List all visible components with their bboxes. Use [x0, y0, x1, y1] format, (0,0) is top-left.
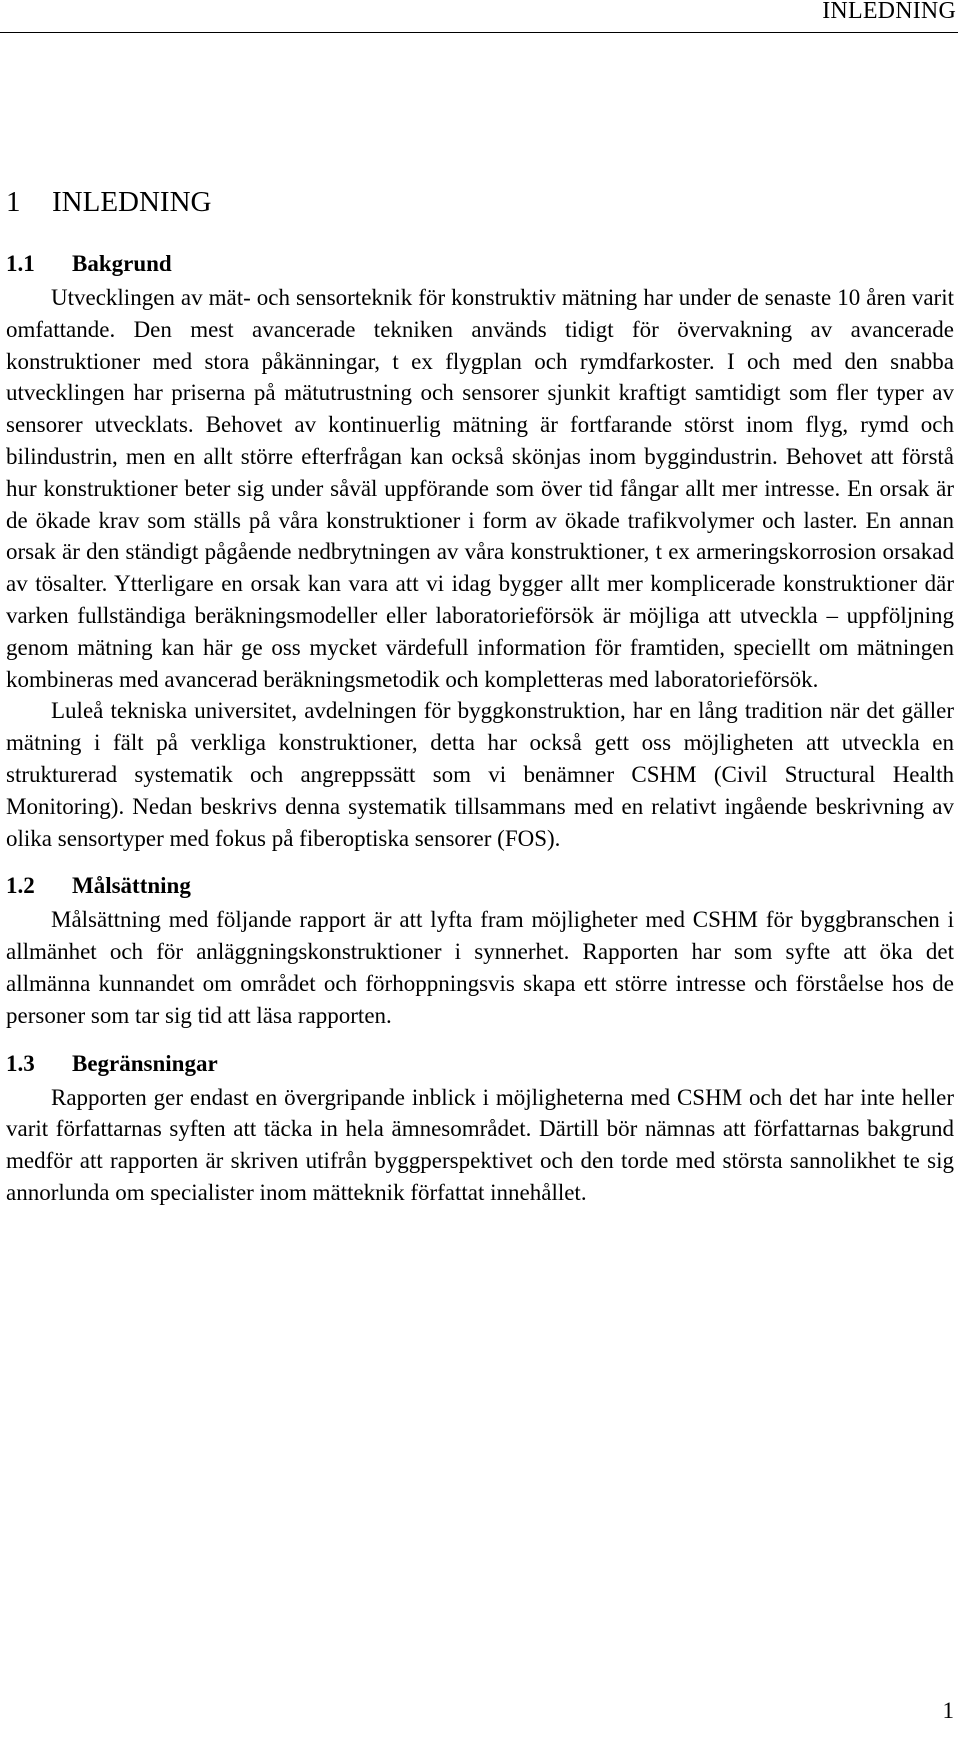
running-head: INLEDNING: [822, 0, 956, 24]
document-body: [6, 180, 954, 1225]
section-heading: [6, 870, 954, 902]
paragraph: Målsättning med följande rapport är att lyfta fram möjligheter med CSHM för byggbranschen i allmänhet och för anläggningskonstruktioner i synnerhet. Rapporten har som syfte att öka det allmänna kunnandet om området och förhoppningsvis skapa ett större intresse och förståelse hos de personer som tar sig tid att läsa rapporten.: [6, 907, 954, 1028]
section-heading: [6, 248, 954, 280]
paragraph: Rapporten ger endast en övergripande inblick i möjligheterna med CSHM och det har inte heller varit författarnas syften att täcka in hela ämnesområdet. Därtill bör nämnas att författarnas bakgrund medför att rapporten är skriven utifrån byggperspektivet och den torde med största sannolikhet te sig annorlunda om specialister inom mätteknik författat innehållet.: [6, 1084, 954, 1205]
section-title: Bakgrund: [72, 251, 172, 276]
chapter-title: INLEDNING: [52, 186, 212, 218]
chapter-number: 1: [6, 186, 21, 218]
page-number: 1: [942, 1698, 954, 1723]
section-heading: [6, 1048, 954, 1080]
section-title: Målsättning: [72, 873, 191, 899]
section-number: 1.1: [6, 251, 35, 276]
chapter-heading: [6, 180, 954, 224]
section-bakgrund: [6, 248, 954, 854]
section-title: Begränsningar: [72, 1050, 218, 1076]
section-malsattning: [6, 870, 954, 1031]
paragraph: Utvecklingen av mät- och sensorteknik för konstruktiv mätning har under de senaste 10 åren varit omfattande. Den mest avancerade tekniken används tidigt för övervakning av avancerade konstruktioner med stora påkänningar, t ex flygplan och rymdfarkoster. I och med den snabba utvecklingen har priserna på mätutrustning och sensorer sjunkit kraftigt samtidigt som fler typer av sensorer utvecklats. Behovet av kontinuerlig mätning är fortfarande störst inom flyg, rymd och bilindustrin, men en allt större efterfrågan kan också skönjas inom byggindustrin. Behovet att förstå hur konstruktioner beter sig under såväl uppförande som över tid fångar allt mer intresse. En orsak är de ökade krav som ställs på våra konstruktioner i form av ökade trafikvolymer och laster. En annan orsak är den ständigt pågående nedbrytningen av våra konstruktioner, t ex armeringskorrosion orsakad av tösalter. Ytterligare en orsak kan vara att vi idag bygger allt mer komplicerade konstruktioner där varken fullständiga beräkningsmodeller eller laboratorieförsök är möjliga att utveckla – uppföljning genom mätning kan här ge oss mycket värdefull information för framtiden, speciellt om mätningen kombineras med avancerad beräkningsmetodik och kompletteras med laboratorieförsök.: [6, 285, 954, 692]
page-header: [0, 0, 958, 33]
paragraph: Luleå tekniska universitet, avdelningen för byggkonstruktion, har en lång tradition när det gäller mätning i fält på verkliga konstruktioner, detta har också gett oss möjligheten att utveckla en strukturerad systematik och angreppssätt som vi benämner CSHM (Civil Structural Health Monitoring). Nedan beskrivs denna systematik tillsammans med en relativt ingående beskrivning av olika sensortyper med fokus på fiberoptiska sensorer (FOS).: [6, 698, 954, 851]
section-number: 1.3: [6, 1050, 35, 1076]
section-number: 1.2: [6, 873, 35, 899]
section-begransningar: [6, 1048, 954, 1209]
